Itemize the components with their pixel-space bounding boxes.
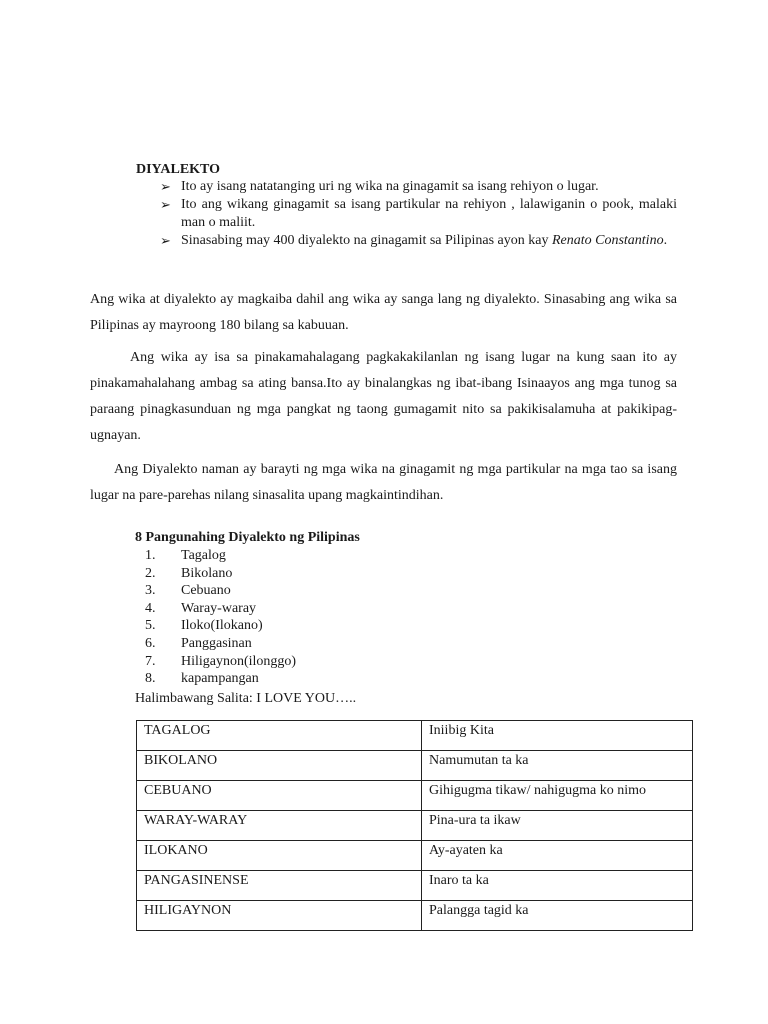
dialect-cell: WARAY-WARAY	[137, 811, 422, 841]
table-row	[137, 901, 693, 931]
phrase-cell: Palangga tagid ka	[422, 901, 693, 931]
example-label: Halimbawang Salita: I LOVE YOU…..	[135, 691, 357, 706]
phrase-cell: Inaro ta ka	[422, 871, 693, 901]
list-item	[145, 565, 296, 583]
body-paragraph: Ang wika at diyalekto ay magkaiba dahil ang wika ay sanga lang ng diyalekto. Sinasabing ang wika sa Pilipinas ay mayroong 180 bilang sa kabuuan.	[90, 292, 677, 333]
list-item	[145, 547, 296, 565]
bullet-text: Ito ay isang natatanging uri ng wika na ginagamit sa isang rehiyon o lugar.	[181, 179, 599, 194]
phrase-cell: Namumutan ta ka	[422, 751, 693, 781]
bullet-text: Ito ang wikang ginagamit sa isang partikular na rehiyon , lalawiganin o pook, malaki man o maliit.	[181, 197, 677, 230]
definition-bullet-list	[160, 178, 677, 250]
list-number: 7.	[145, 653, 156, 669]
list-number: 6.	[145, 635, 156, 651]
bullet-suffix: .	[663, 233, 668, 248]
list-number: 2.	[145, 565, 156, 581]
table-row	[137, 841, 693, 871]
list-label: Panggasinan	[181, 635, 252, 651]
bullet-item	[160, 178, 677, 196]
phrase-cell: Pina-ura ta ikaw	[422, 811, 693, 841]
section-heading-dialects: 8 Pangunahing Diyalekto ng Pilipinas	[135, 530, 360, 545]
phrase-cell: Gihigugma tikaw/ nahigugma ko nimo	[422, 781, 693, 811]
bullet-item	[160, 196, 677, 232]
table-row	[137, 871, 693, 901]
list-label: Hiligaynon(ilonggo)	[181, 653, 297, 669]
list-item	[145, 670, 296, 688]
arrow-bullet-icon: ➢	[160, 179, 171, 194]
bullet-item	[160, 232, 677, 250]
table-row	[137, 721, 693, 751]
phrase-cell: Ay-ayaten ka	[422, 841, 693, 871]
list-label: Tagalog	[181, 548, 226, 563]
bullet-text: Sinasabing may 400 diyalekto na ginagamit sa Pilipinas ayon kay	[181, 233, 552, 248]
i-love-you-table	[136, 720, 693, 931]
dialect-numbered-list	[145, 547, 296, 688]
bullet-emphasis: Renato Constantino	[551, 233, 664, 248]
dialect-cell: ILOKANO	[137, 841, 422, 871]
list-label: Waray-waray	[181, 600, 257, 616]
list-item	[145, 617, 296, 635]
list-item	[145, 600, 296, 618]
dialect-cell: CEBUANO	[137, 781, 422, 811]
list-number: 1.	[145, 548, 156, 563]
list-item	[145, 653, 296, 671]
list-number: 4.	[145, 600, 156, 616]
dialect-cell: BIKOLANO	[137, 751, 422, 781]
list-number: 8.	[145, 671, 156, 687]
arrow-bullet-icon: ➢	[160, 233, 171, 248]
list-item	[145, 582, 296, 600]
dialect-cell: TAGALOG	[137, 721, 422, 751]
phrase-cell: Iniibig Kita	[422, 721, 693, 751]
section-heading-diyalekto: DIYALEKTO	[136, 162, 221, 177]
dialect-cell: PANGASINENSE	[137, 871, 422, 901]
list-number: 5.	[145, 618, 156, 634]
arrow-bullet-icon: ➢	[160, 197, 171, 212]
list-label: Bikolano	[181, 565, 233, 581]
list-label: Iloko(Ilokano)	[181, 618, 263, 634]
list-number: 3.	[145, 583, 156, 599]
dialect-cell: HILIGAYNON	[137, 901, 422, 931]
list-item	[145, 635, 296, 653]
table-row	[137, 811, 693, 841]
list-label: Cebuano	[181, 583, 231, 599]
body-paragraph: Ang Diyalekto naman ay barayti ng mga wika na ginagamit ng mga partikular na mga tao sa isang lugar na pare-parehas nilang sinasalita upang magkaintindihan.	[90, 462, 677, 503]
list-label: kapampangan	[181, 671, 259, 687]
table-row	[137, 781, 693, 811]
table-row	[137, 751, 693, 781]
body-paragraph: Ang wika ay isa sa pinakamahalagang pagkakakilanlan ng isang lugar na kung saan ito ay pinakamahalahang ambag sa ating bansa.Ito ay binalangkas ng ibat-ibang Isinaayos ang mga tunog sa paraang pinagkasunduan ng mga pangkat ng taong gumagamit nito sa pakikisalamuha at pakikipag-ugnayan.	[90, 350, 677, 443]
